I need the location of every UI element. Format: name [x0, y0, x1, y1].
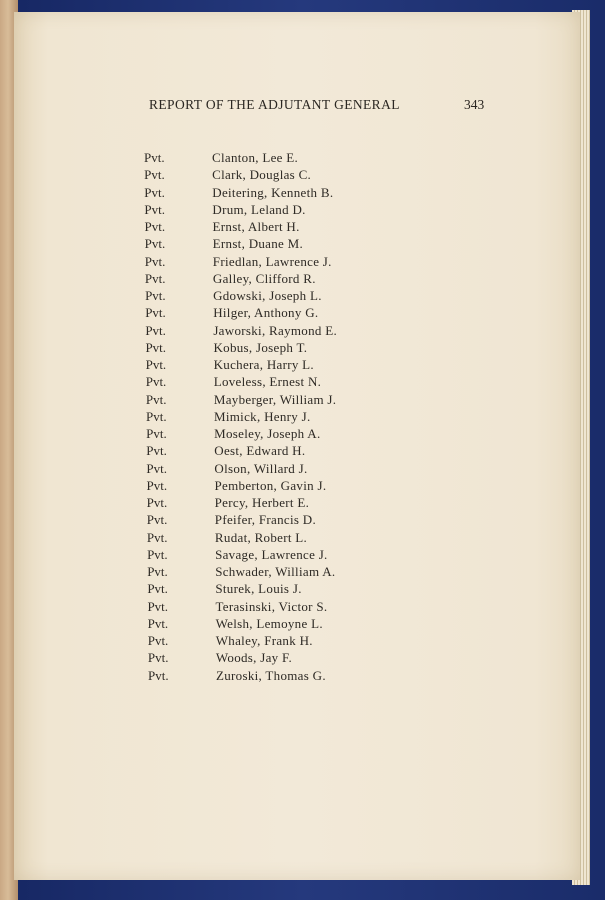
roster-entry — [14, 374, 580, 391]
roster-entry — [14, 219, 580, 236]
rank-label: Pvt. — [147, 564, 168, 579]
rank-label: Pvt. — [145, 339, 167, 355]
soldier-name: Jaworski, Raymond E. — [213, 322, 338, 338]
roster-entry — [14, 668, 580, 685]
soldier-name: Kuchera, Harry L. — [213, 357, 314, 372]
rank-label: Pvt. — [144, 167, 165, 183]
rank-label: Pvt. — [144, 270, 166, 286]
rank-label: Pvt. — [146, 529, 168, 545]
roster-entry — [14, 426, 580, 443]
roster-entry — [14, 512, 580, 529]
roster-entry — [14, 357, 580, 374]
roster-entry — [14, 616, 580, 633]
roster-entry — [14, 443, 580, 460]
roster-entry — [14, 254, 580, 271]
soldier-name: Pfeifer, Francis D. — [214, 512, 317, 528]
rank-label: Pvt. — [148, 667, 169, 683]
soldier-name: Welsh, Lemoyne L. — [215, 615, 323, 631]
roster-entry — [14, 461, 580, 478]
roster-entry — [14, 236, 580, 253]
rank-label: Pvt. — [145, 322, 166, 338]
rank-label: Pvt. — [146, 460, 167, 476]
rank-label: Pvt. — [144, 201, 165, 217]
soldier-name: Zuroski, Thomas G. — [216, 667, 326, 683]
soldier-name: Hilger, Anthony G. — [213, 305, 319, 321]
roster-entry — [14, 150, 580, 167]
roster-entry — [14, 288, 580, 305]
rank-label: Pvt. — [144, 219, 166, 234]
roster-entry — [14, 547, 580, 564]
roster-entry — [14, 202, 580, 219]
roster-entry — [14, 650, 580, 667]
page-number: 343 — [464, 97, 485, 112]
roster-entry — [14, 392, 580, 409]
roster-entry — [14, 185, 580, 202]
soldier-name: Galley, Clifford R. — [212, 270, 316, 286]
soldier-name: Savage, Lawrence J. — [215, 546, 328, 562]
rank-label: Pvt. — [145, 357, 167, 372]
soldier-name: Ernst, Duane M. — [212, 236, 304, 252]
running-title: REPORT OF THE ADJUTANT GENERAL — [149, 97, 400, 112]
soldier-name: Clanton, Lee E. — [212, 150, 299, 165]
rank-label: Pvt. — [146, 495, 168, 510]
soldier-name: Friedlan, Lawrence J. — [212, 253, 332, 269]
rank-label: Pvt. — [146, 443, 167, 459]
rank-label: Pvt. — [145, 305, 166, 321]
soldier-name: Schwader, William A. — [215, 564, 336, 579]
soldier-name: Deitering, Kenneth B. — [212, 184, 334, 200]
page-sheet — [14, 12, 580, 880]
soldier-name: Gdowski, Joseph L. — [213, 288, 322, 303]
roster-entry — [14, 495, 580, 512]
soldier-name: Moseley, Joseph A. — [214, 426, 321, 441]
rank-label: Pvt. — [145, 391, 167, 407]
rank-label: Pvt. — [146, 477, 168, 493]
roster-entry — [14, 271, 580, 288]
soldier-name: Oest, Edward H. — [214, 443, 306, 459]
soldier-name: Mayberger, William J. — [213, 391, 337, 407]
running-header — [14, 97, 580, 117]
soldier-name: Olson, Willard J. — [214, 460, 308, 476]
roster-list — [14, 150, 580, 685]
rank-label: Pvt. — [147, 581, 168, 597]
roster-entry — [14, 340, 580, 357]
rank-label: Pvt. — [147, 650, 169, 666]
soldier-name: Whaley, Frank H. — [215, 633, 313, 648]
rank-label: Pvt. — [144, 150, 165, 165]
roster-entry — [14, 599, 580, 616]
roster-entry — [14, 564, 580, 581]
soldier-name: Pemberton, Gavin J. — [214, 477, 327, 493]
rank-label: Pvt. — [146, 512, 168, 528]
soldier-name: Terasinski, Victor S. — [215, 598, 328, 614]
soldier-name: Rudat, Robert L. — [214, 529, 308, 545]
roster-entry — [14, 478, 580, 495]
rank-label: Pvt. — [145, 374, 167, 390]
rank-label: Pvt. — [147, 598, 169, 614]
soldier-name: Percy, Herbert E. — [214, 495, 310, 510]
roster-entry — [14, 409, 580, 426]
roster-entry — [14, 530, 580, 547]
rank-label: Pvt. — [146, 426, 167, 441]
roster-entry — [14, 581, 580, 598]
soldier-name: Loveless, Ernest N. — [213, 374, 322, 390]
rank-label: Pvt. — [144, 253, 166, 269]
rank-label: Pvt. — [144, 184, 165, 200]
roster-entry — [14, 323, 580, 340]
soldier-name: Kobus, Joseph T. — [213, 339, 308, 355]
roster-entry — [14, 167, 580, 184]
rank-label: Pvt. — [146, 408, 167, 424]
rank-label: Pvt. — [144, 236, 166, 252]
rank-label: Pvt. — [147, 615, 169, 631]
rank-label: Pvt. — [145, 288, 166, 303]
rank-label: Pvt. — [147, 633, 169, 648]
soldier-name: Clark, Douglas C. — [212, 167, 312, 183]
roster-entry — [14, 305, 580, 322]
rank-label: Pvt. — [147, 546, 168, 562]
soldier-name: Woods, Jay F. — [215, 650, 293, 666]
soldier-name: Ernst, Albert H. — [212, 219, 300, 234]
soldier-name: Drum, Leland D. — [212, 201, 306, 217]
soldier-name: Sturek, Louis J. — [215, 581, 302, 597]
soldier-name: Mimick, Henry J. — [214, 408, 311, 424]
roster-entry — [14, 633, 580, 650]
